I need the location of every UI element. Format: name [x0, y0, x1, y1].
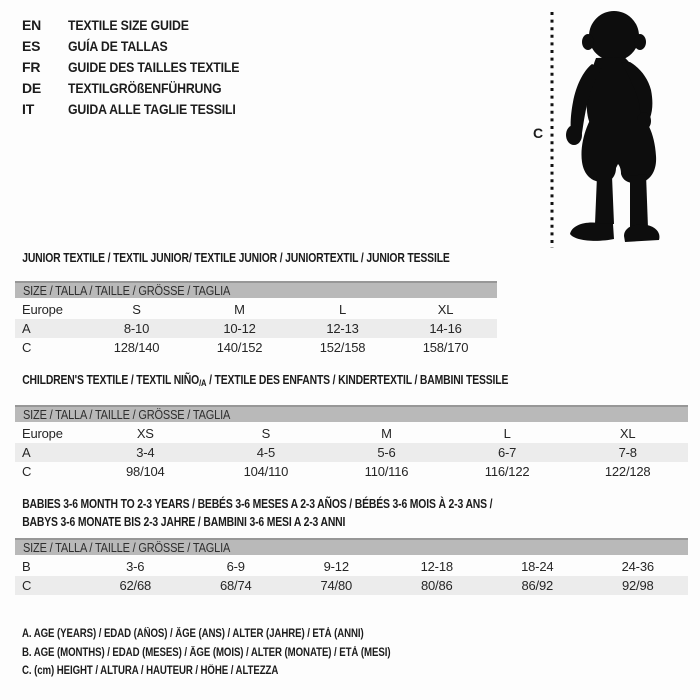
row-label: C	[22, 464, 32, 479]
language-code: ES	[22, 38, 41, 54]
language-code: FR	[22, 59, 41, 75]
size-cell: S	[132, 302, 141, 317]
language-title: GUIDE DES TAILLES TEXTILE	[68, 59, 240, 75]
size-table-row-c	[15, 576, 688, 595]
language-row-it	[22, 99, 263, 120]
size-cell: 3-6	[126, 559, 145, 574]
children-title-subscript: /A	[199, 378, 207, 389]
size-cell: 14-16	[429, 321, 462, 336]
size-cell: 110/116	[364, 464, 409, 479]
size-cell: 3-4	[136, 445, 155, 460]
row-label: C	[22, 578, 32, 593]
babies-title-line2: BABYS 3-6 MONATE BIS 2-3 JAHRE / BAMBINI 3-6 MESI A 2-3 ANNI	[22, 514, 346, 529]
size-cell: M	[381, 426, 392, 441]
size-cell: 92/98	[621, 578, 654, 593]
size-cell: L	[338, 302, 347, 317]
size-cell: XS	[136, 426, 154, 441]
size-cell: 74/80	[320, 578, 353, 593]
size-cell: 10-12	[223, 321, 256, 336]
language-code: EN	[22, 17, 42, 33]
language-title: GUIDA ALLE TAGLIE TESSILI	[68, 101, 236, 117]
size-cell: S	[261, 426, 271, 441]
size-cell: 128/140	[113, 340, 160, 355]
size-cell: 158/170	[422, 340, 469, 355]
size-cell: 140/152	[216, 340, 263, 355]
size-cell: 62/68	[119, 578, 152, 593]
size-header-label: SIZE / TALLA / TAILLE / GRÖSSE / TAGLIA	[23, 541, 231, 555]
size-cell: 116/122	[484, 464, 530, 479]
babies-size-table	[15, 495, 688, 595]
size-cell: 104/110	[243, 464, 289, 479]
size-table-row-europe	[15, 424, 688, 443]
language-row-fr	[22, 57, 263, 78]
size-table-row-europe	[15, 300, 497, 319]
size-header-bar	[15, 405, 688, 422]
height-measure-dashed-line	[550, 10, 554, 248]
row-label: Europe	[22, 302, 63, 317]
footnote-b: B. AGE (MONTHS) / EDAD (MESES) / ÂGE (MOIS) / ALTER (MONATE) / ETÀ (MESI)	[22, 646, 391, 659]
size-table-row-a	[15, 319, 497, 338]
language-row-de	[22, 78, 263, 99]
size-cell: 80/86	[420, 578, 453, 593]
size-cell: 86/92	[521, 578, 554, 593]
language-row-en	[22, 15, 263, 36]
footnote-a: A. AGE (YEARS) / EDAD (AÑOS) / ÂGE (ANS) / ALTER (JAHRE) / ETÀ (ANNI)	[22, 628, 364, 640]
language-row-es	[22, 36, 263, 57]
row-label: C	[22, 340, 32, 355]
size-cell: XL	[437, 302, 454, 317]
size-cell: 18-24	[521, 559, 554, 574]
language-title: TEXTILE SIZE GUIDE	[68, 17, 189, 33]
language-code: DE	[22, 80, 42, 96]
size-cell: 98/104	[126, 464, 165, 479]
size-cell: 5-6	[377, 445, 396, 460]
row-label: B	[22, 559, 31, 574]
size-header-label: SIZE / TALLA / TAILLE / GRÖSSE / TAGLIA	[23, 408, 231, 422]
size-cell: 12-13	[326, 321, 359, 336]
size-cell: L	[503, 426, 511, 441]
size-header-bar	[15, 538, 688, 555]
row-label: Europe	[22, 426, 63, 441]
footnote-c: C. (cm) HEIGHT / ALTURA / HAUTEUR / HÖHE / ALTEZZA	[22, 665, 279, 677]
size-cell: 4-5	[256, 445, 275, 460]
size-table-rows	[15, 424, 688, 481]
children-title-prefix: CHILDREN'S TEXTILE / TEXTIL NIÑO	[22, 372, 200, 387]
children-table-title	[15, 373, 553, 389]
size-table-rows	[15, 557, 688, 595]
size-cell: 6-9	[226, 559, 245, 574]
junior-size-table	[15, 251, 497, 357]
size-cell: 122/128	[604, 464, 651, 479]
size-cell: 9-12	[323, 559, 349, 574]
size-table-rows	[15, 300, 497, 357]
size-cell: XL	[619, 426, 636, 441]
language-title: GUÍA DE TALLAS	[68, 38, 168, 54]
language-code: IT	[22, 101, 35, 117]
children-size-table	[15, 373, 688, 481]
language-list	[22, 15, 263, 120]
size-table-row-a	[15, 443, 688, 462]
size-header-label: SIZE / TALLA / TAILLE / GRÖSSE / TAGLIA	[23, 284, 231, 298]
size-cell: 12-18	[420, 559, 453, 574]
size-cell: 68/74	[219, 578, 252, 593]
size-cell: 6-7	[497, 445, 517, 460]
size-cell: 24-36	[621, 559, 654, 574]
size-table-row-c	[15, 462, 688, 481]
size-header-bar	[15, 281, 497, 298]
size-cell: 152/158	[319, 340, 366, 355]
children-title-suffix: / TEXTILE DES ENFANTS / KINDERTEXTIL / BAMBINI TESSILE	[206, 372, 509, 387]
footnotes	[22, 625, 461, 681]
size-table-row-c	[15, 338, 497, 357]
babies-title-line1: BABIES 3-6 MONTH TO 2-3 YEARS / BEBÉS 3-6 MESES A 2-3 AÑOS / BÉBÉS 3-6 MOIS À 2-3 ANS /	[22, 496, 493, 511]
size-cell: 8-10	[123, 321, 150, 336]
junior-table-title: JUNIOR TEXTILE / TEXTIL JUNIOR/ TEXTILE JUNIOR / JUNIORTEXTIL / JUNIOR TESSILE	[22, 250, 450, 265]
size-cell: M	[234, 302, 245, 317]
size-table-row-b	[15, 557, 688, 576]
size-cell: 7-8	[618, 445, 637, 460]
row-label: A	[22, 445, 31, 460]
toddler-silhouette-icon	[560, 8, 664, 248]
babies-table-title	[15, 495, 553, 531]
row-label: A	[22, 321, 31, 336]
language-title: TEXTILGRÖßENFÜHRUNG	[68, 80, 222, 96]
height-measure-label: C	[533, 125, 544, 141]
